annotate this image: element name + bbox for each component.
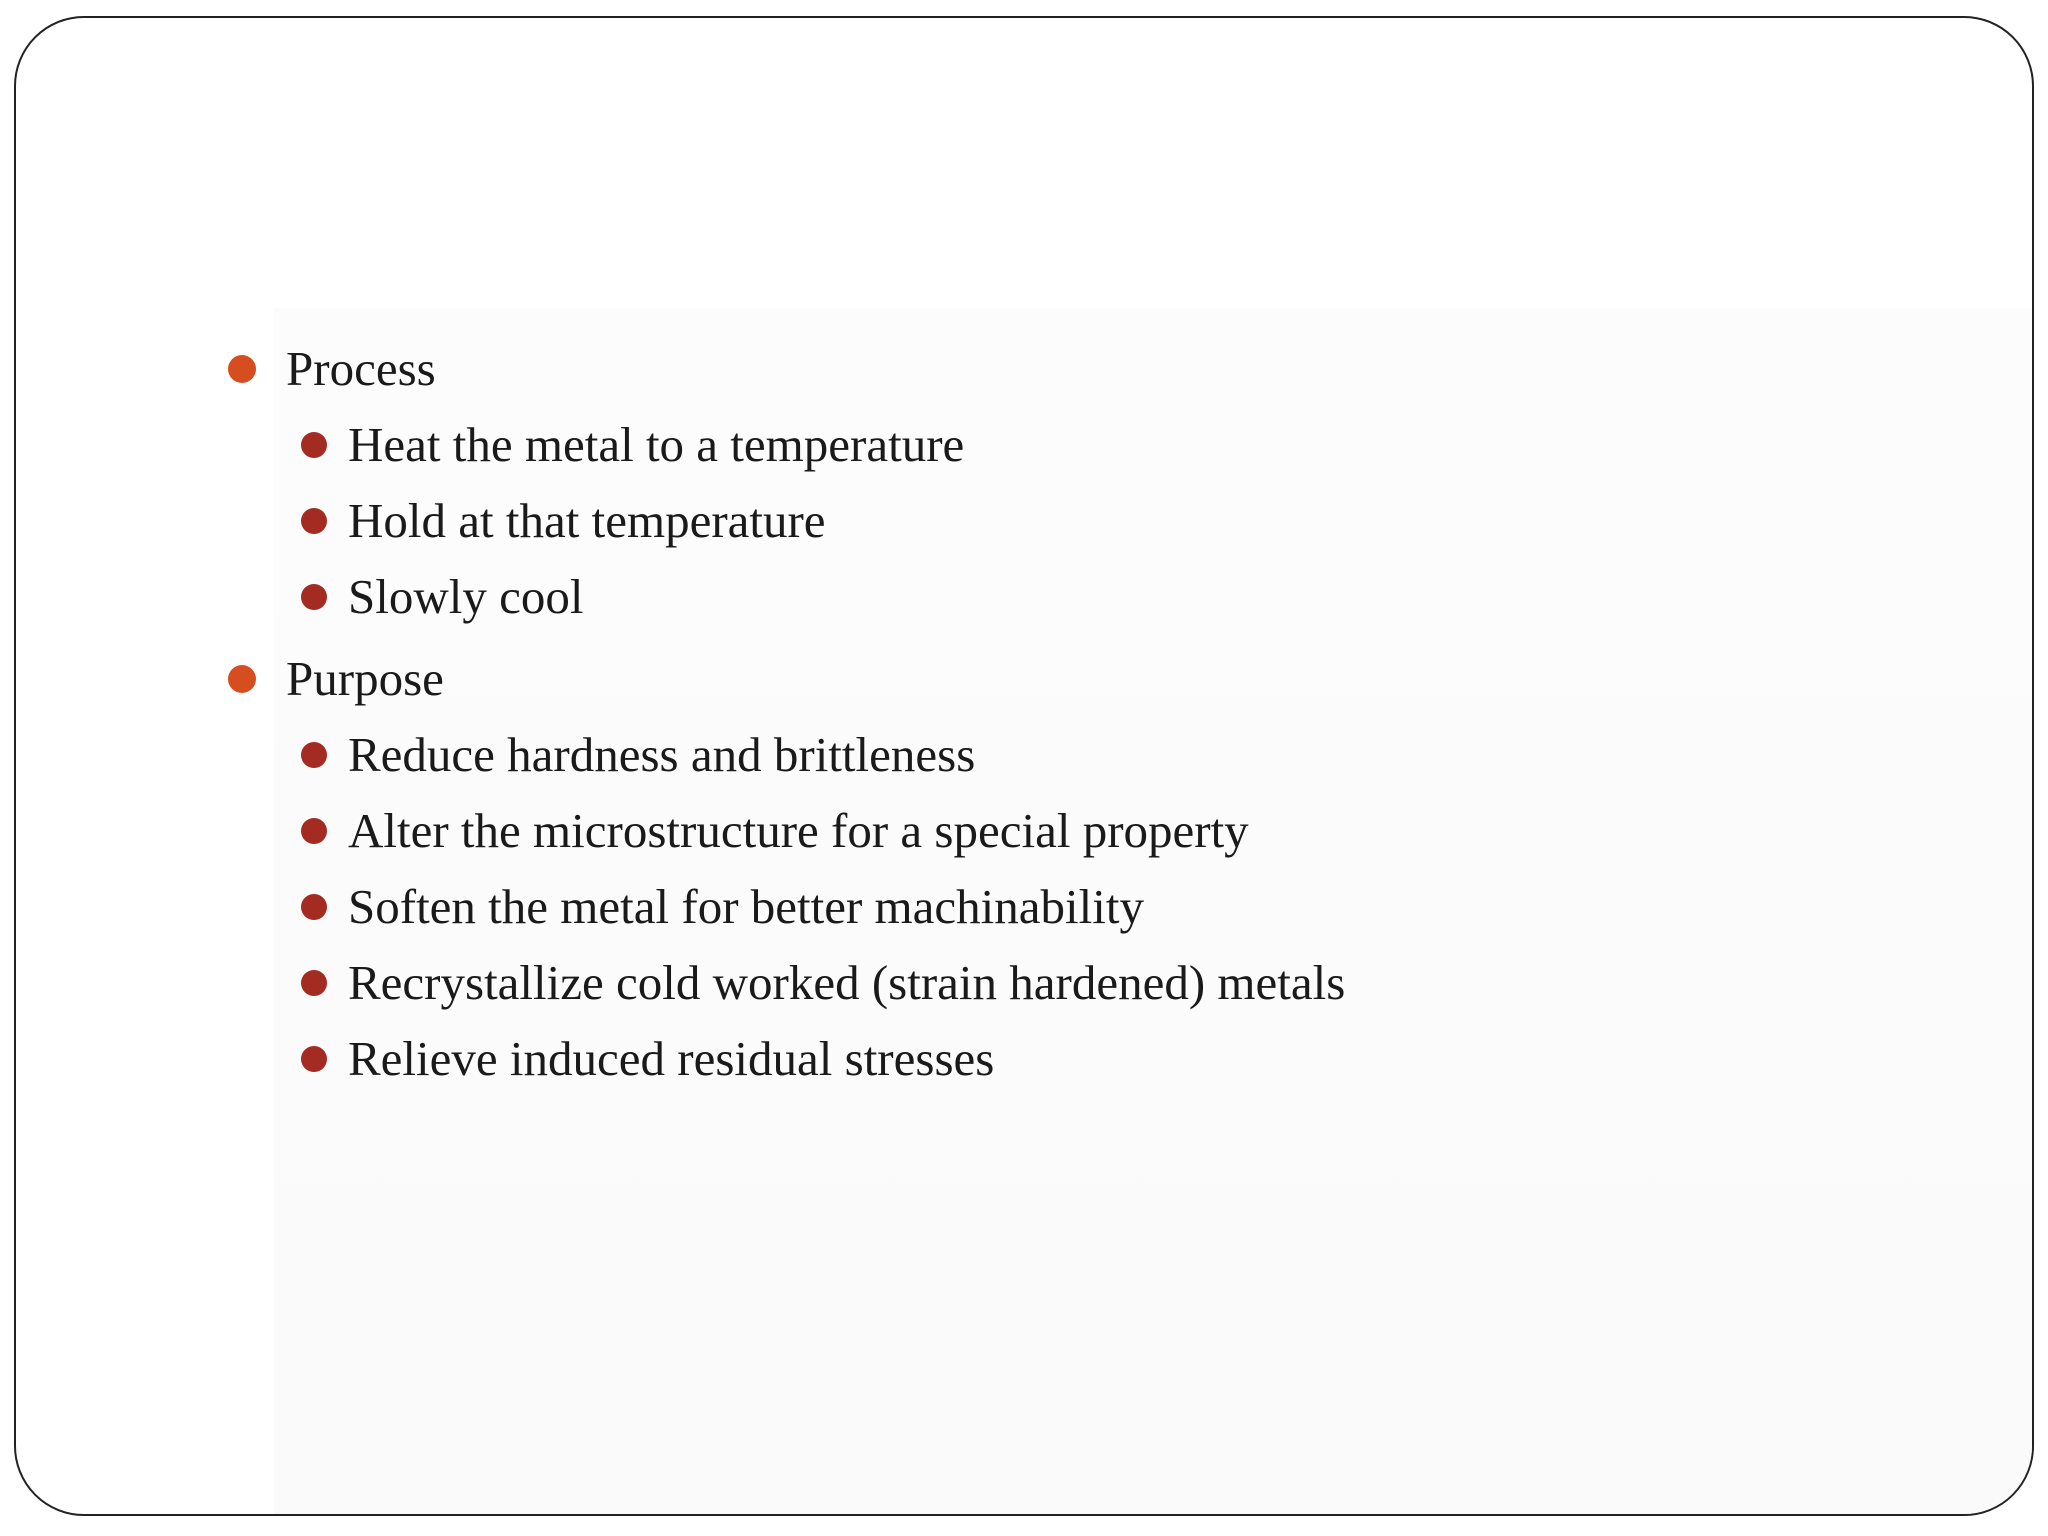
sub-bullet [301, 878, 1144, 935]
bullet-purpose [228, 650, 444, 707]
bullet-dot-icon [228, 355, 256, 383]
sub-bullet [301, 726, 975, 783]
sub-bullet-dot-icon [301, 894, 327, 920]
sub-bullet [301, 492, 826, 549]
sub-bullet-text: Slowly cool [348, 569, 584, 624]
sub-bullet-text: Relieve induced residual stresses [348, 1031, 995, 1086]
sub-bullet [301, 568, 583, 625]
bullet-dot-icon [228, 665, 256, 693]
sub-bullet-text: Recrystallize cold worked (strain hardened) metals [348, 955, 1346, 1010]
bullet-list [16, 18, 2032, 1514]
sub-bullet-text: Reduce hardness and brittleness [348, 727, 976, 782]
sub-bullet-dot-icon [301, 584, 327, 610]
sub-bullet-text: Heat the metal to a temperature [348, 417, 965, 472]
sub-bullet [301, 954, 1345, 1011]
sub-bullet-dot-icon [301, 432, 327, 458]
sub-bullet-text: Soften the metal for better machinability [348, 879, 1144, 934]
sub-bullet [301, 1030, 994, 1087]
bullet-process [228, 340, 436, 397]
sub-bullet-dot-icon [301, 508, 327, 534]
sub-bullet-text: Alter the microstructure for a special property [348, 803, 1249, 858]
sub-bullet [301, 416, 964, 473]
bullet-heading-purpose: Purpose [286, 651, 444, 706]
slide-frame [14, 16, 2034, 1516]
sub-bullet-dot-icon [301, 970, 327, 996]
sub-bullet-dot-icon [301, 818, 327, 844]
sub-bullet-dot-icon [301, 1046, 327, 1072]
bullet-heading-process: Process [286, 341, 436, 396]
sub-bullet-dot-icon [301, 742, 327, 768]
sub-bullet [301, 802, 1249, 859]
sub-bullet-text: Hold at that temperature [348, 493, 826, 548]
